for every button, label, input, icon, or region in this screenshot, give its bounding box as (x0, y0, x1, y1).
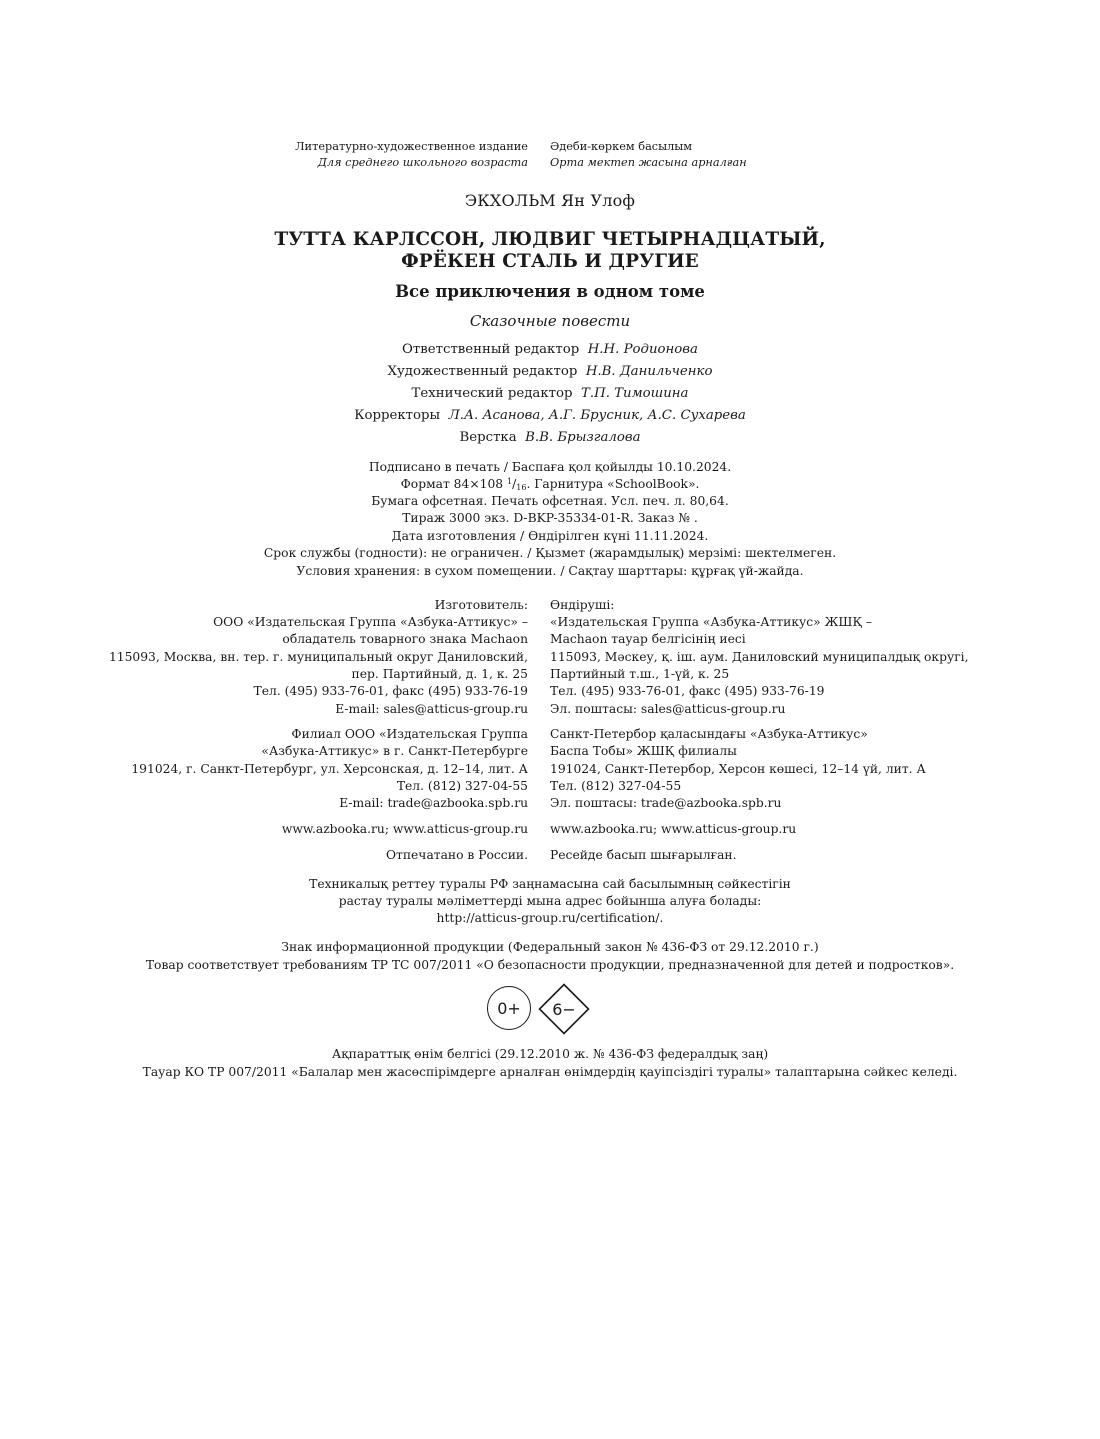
credit-row (0, 387, 1100, 400)
websites-ru: www.azbooka.ru; www.atticus-group.ru (281, 822, 528, 836)
manufacturer-kz-line: Эл. поштасы: sales@atticus-group.ru (550, 702, 786, 716)
manufacturer-ru-line: 115093, Москва, вн. тер. г. муниципальный округ Даниловский, (108, 650, 528, 664)
manufacturer-ru-line: пер. Партийный, д. 1, к. 25 (351, 667, 528, 681)
author: ЭКХОЛЬМ Ян Улоф (464, 191, 636, 210)
paper-info: Бумага офсетная. Печать офсетная. Усл. печ. л. 80,64. (371, 494, 729, 508)
credit-name: Н.Н. Родионова (587, 342, 698, 357)
credit-name: Н.В. Данильченко (585, 364, 713, 379)
credit-row (0, 343, 1100, 356)
credit-role: Верстка (459, 430, 517, 445)
signed-date: Подписано в печать / Баспаға қол қойылды 10.10.2024. (368, 460, 732, 474)
credit-row (0, 409, 1100, 422)
manufacturer-kz-line: 115093, Мәскеу, қ. іш. аум. Даниловский муниципалдық округі, (550, 650, 969, 664)
certification-line: растау туралы мәліметтерді мына адрес бойынша алуға болады: (338, 894, 762, 908)
branch-kz-line: 191024, Санкт-Петербор, Херсон көшесі, 12–14 үй, лит. А (550, 762, 926, 776)
credit-role: Корректоры (354, 408, 441, 423)
branch-ru-line: Тел. (812) 327-04-55 (396, 779, 528, 793)
manufacturer-ru-line: Тел. (495) 933-76-01, факс (495) 933-76-19 (253, 684, 528, 698)
genre: Сказочные повести (469, 312, 631, 330)
credit-role: Художественный редактор (387, 364, 578, 379)
credit-name: Т.П. Тимошина (581, 386, 689, 401)
credit-row (0, 365, 1100, 378)
print-run: Тираж 3000 экз. D-BKP-35334-01-R. Заказ № . (402, 511, 698, 525)
manufacturer-ru-line: ООО «Издательская Группа «Азбука-Аттикус» – (213, 615, 528, 629)
branch-ru-line: Филиал ООО «Издательская Группа (291, 727, 528, 741)
branch-kz-line: Тел. (812) 327-04-55 (550, 779, 682, 793)
service-life: Срок службы (годности): не ограничен. / Қызмет (жарамдылық) мерзімі: шектелмеген. (263, 546, 837, 560)
printed-in-kz: Ресейде басып шығарылған. (550, 848, 737, 862)
printed-in-ru: Отпечатано в России. (385, 848, 528, 862)
credit-role: Технический редактор (411, 386, 573, 401)
title-line-2: ФРЁКЕН СТАЛЬ И ДРУГИЕ (401, 251, 699, 272)
audience-kz: Орта мектеп жасына арналған (550, 156, 747, 169)
websites-kz: www.azbooka.ru; www.atticus-group.ru (550, 822, 797, 836)
storage-conditions: Условия хранения: в сухом помещении. / Сақтау шарттары: құрғақ үй-жайда. (296, 564, 804, 578)
info-sign-kz-line: Тауар КО ТР 007/2011 «Балалар мен жасөспірімдерге арналған өнімдердің қауіпсіздігі туралы» талаптарына сәйкес келеді. (142, 1065, 958, 1079)
info-sign-kz-line: Ақпараттық өнім белгісі (29.12.2010 ж. № 436-ФЗ федералдық заң) (331, 1047, 769, 1061)
branch-kz-line: Эл. поштасы: trade@azbooka.spb.ru (550, 796, 782, 810)
branch-ru-line: E-mail: trade@azbooka.spb.ru (339, 796, 528, 810)
made-date: Дата изготовления / Өндірілген күні 11.11.2024. (391, 529, 709, 543)
branch-kz-line: Санкт-Петербор қаласындағы «Азбука-Аттикус» (550, 727, 868, 741)
age-rating-diamond-badge: 6− (552, 999, 576, 1019)
manufacturer-kz-line: Machaon тауар белгісінің иесі (550, 632, 746, 646)
format-line: Формат 84×108 $^1$/16. Гарнитура «SchoolBook». (400, 477, 700, 492)
branch-kz-line: Баспа Тобы» ЖШҚ филиалы (550, 744, 737, 758)
manufacturer-ru-line: E-mail: sales@atticus-group.ru (335, 702, 528, 716)
manufacturer-kz-line: Өндіруші: (550, 598, 615, 612)
manufacturer-kz-line: Партийный т.ш., 1-үй, к. 25 (550, 667, 730, 681)
certification-line: Техникалық реттеу туралы РФ заңнамасына сай басылымның сәйкестігін (309, 877, 791, 891)
certification-url: http://atticus-group.ru/certification/. (436, 911, 664, 925)
audience-ru: Для среднего школьного возраста (317, 156, 528, 169)
info-sign-ru-line: Знак информационной продукции (Федеральный закон № 436-ФЗ от 29.12.2010 г.) (281, 940, 819, 954)
credit-role: Ответственный редактор (402, 342, 580, 357)
age-rating-circle-badge: 0+ (487, 986, 531, 1030)
manufacturer-ru-line: Изготовитель: (434, 598, 528, 612)
info-sign-ru-line: Товар соответствует требованиям ТР ТС 007/2011 «О безопасности продукции, предназначенной для детей и подростков». (145, 958, 955, 972)
manufacturer-kz-line: «Издательская Группа «Азбука-Аттикус» ЖШҚ – (550, 615, 873, 629)
credit-name: В.В. Брызгалова (525, 430, 641, 445)
publication-type-ru: Литературно-художественное издание (295, 140, 528, 153)
manufacturer-kz-line: Тел. (495) 933-76-01, факс (495) 933-76-19 (550, 684, 825, 698)
subtitle: Все приключения в одном томе (395, 282, 705, 301)
manufacturer-ru-line: обладатель товарного знака Machaon (282, 632, 528, 646)
title-line-1: ТУТТА КАРЛССОН, ЛЮДВИГ ЧЕТЫРНАДЦАТЫЙ, (274, 229, 826, 250)
credit-name: Л.А. Асанова, А.Г. Брусник, А.С. Сухарева (448, 408, 746, 423)
branch-ru-line: 191024, г. Санкт-Петербург, ул. Херсонская, д. 12–14, лит. А (131, 762, 528, 776)
credit-row (0, 431, 1100, 444)
publication-type-kz: Әдеби-көркем басылым (550, 140, 693, 153)
branch-ru-line: «Азбука-Аттикус» в г. Санкт-Петербурге (261, 744, 528, 758)
